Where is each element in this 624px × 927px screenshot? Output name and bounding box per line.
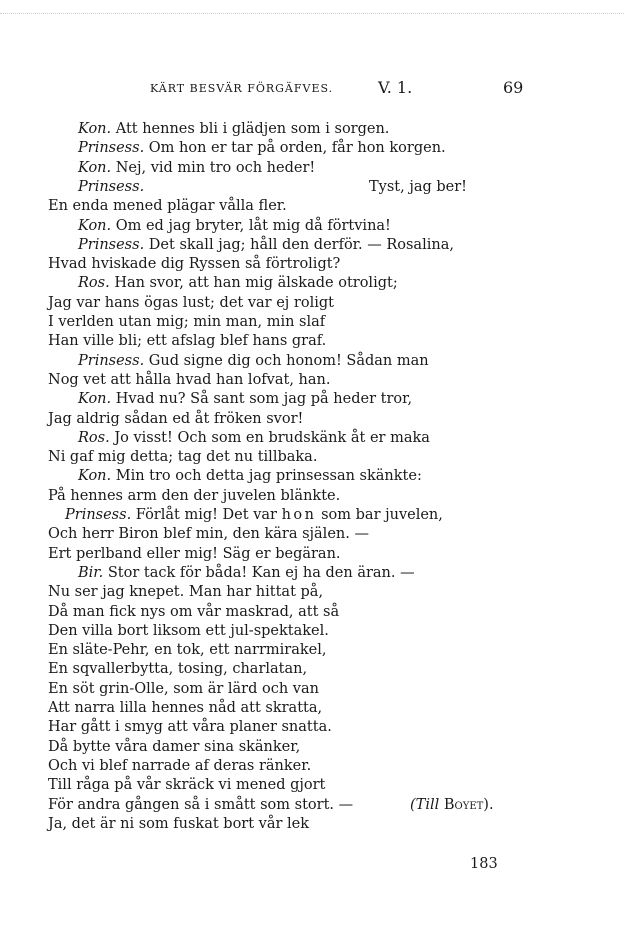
verse-line (48, 525, 369, 544)
verse-text: Hvad hviskade dig Ryssen så förtroligt? (48, 256, 341, 273)
stage-direction-close: ). (483, 796, 494, 813)
verse-line (48, 603, 339, 622)
verse-line (78, 139, 446, 158)
speaker-name: Kon. (78, 217, 112, 234)
verse-line (78, 467, 422, 486)
verse-line (48, 294, 334, 313)
verse-line (78, 352, 429, 371)
verse-text: Jo visst! Och som en brudskänk åt er maka (114, 429, 430, 446)
verse-text: Om hon er tar på orden, får hon korgen. (148, 140, 446, 157)
verse-text: Har gått i smyg att våra planer snatta. (48, 719, 332, 736)
verse-line (48, 815, 309, 834)
verse-line (78, 390, 412, 409)
verse-text: Om ed jag bryter, låt mig då förtvina! (115, 217, 391, 234)
verse-line (48, 583, 323, 602)
verse-text: Det skall jag; håll den derför. — Rosalina, (148, 236, 454, 253)
verse-line (78, 159, 315, 178)
verse-line (78, 178, 144, 197)
verse-text: En sqvallerbytta, tosing, charlatan, (48, 661, 308, 678)
verse-text: Stor tack för båda! Kan ej ha den äran. — (107, 564, 415, 581)
verse-text: Han ville bli; ett afslag blef hans graf. (48, 333, 327, 350)
verse-text: Jag aldrig sådan ed åt fröken svor! (48, 410, 304, 427)
verse-text: Min tro och detta jag prinsessan skänkte: (115, 468, 422, 485)
stage-direction-open: (Till (410, 796, 440, 813)
verse-text-tail: som bar juvelen, (321, 507, 443, 523)
verse-text-right: Tyst, jag ber! (369, 178, 468, 195)
verse-text: Nu ser jag knepet. Man har hittat på, (48, 584, 324, 601)
speaker-name: Prinsess. (65, 507, 132, 523)
verse-text: Och herr Biron blef min, den kära själen. — (48, 526, 369, 543)
verse-text: Då bytte våra damer sina skänker, (48, 738, 301, 755)
verse-text: Förlåt mig! Det var (135, 507, 277, 523)
verse-text: Hvad nu? Så sant som jag på heder tror, (115, 391, 413, 408)
speaker-name: Ros. (78, 429, 110, 446)
verse-line (48, 448, 317, 467)
top-edge-rule (0, 13, 624, 15)
verse-text: På hennes arm den der juvelen blänkte. (48, 487, 341, 504)
verse-line (48, 738, 300, 757)
verse-line (48, 313, 325, 332)
speaker-name: Ros. (78, 275, 110, 292)
speaker-name: Kon. (78, 468, 112, 485)
verse-line (48, 718, 332, 737)
verse-line (48, 371, 330, 390)
verse-text: Ert perlband eller mig! Säg er begäran. (48, 545, 341, 562)
verse-text: Ni gaf mig detta; tag det nu tillbaka. (48, 449, 318, 466)
verse-text: Jag var hans ögas lust; det var ej roligt (48, 294, 334, 311)
verse-line (78, 217, 391, 236)
verse-line (78, 120, 389, 139)
verse-line (48, 410, 303, 429)
verse-text: Gud signe dig och honom! Sådan man (148, 352, 429, 369)
speaker-name: Kon. (78, 121, 112, 137)
speaker-name: Prinsess. (78, 236, 145, 253)
verse-line (78, 236, 454, 255)
verse-text: Nog vet att hålla hvad han lofvat, han. (48, 371, 331, 388)
page-number: 69 (503, 78, 524, 97)
verse-text: Då man fick nys om vår maskrad, att så (48, 603, 340, 620)
verse-line (48, 660, 307, 679)
verse-text: Att hennes bli i glädjen som i sorgen. (115, 121, 390, 137)
verse-line (48, 757, 311, 776)
speaker-name: Prinsess. (78, 352, 145, 369)
verse-line (78, 429, 430, 448)
verse-line (48, 796, 353, 815)
verse-text: Ja, det är ni som fuskat bort vår lek (48, 815, 310, 832)
signature-mark: 183 (470, 856, 498, 872)
page-header (0, 78, 624, 102)
verse-text: Att narra lilla hennes nåd att skratta, (48, 700, 323, 716)
verse-text: Nej, vid min tro och heder! (115, 159, 316, 176)
verse-line (48, 776, 325, 795)
verse-text: Han svor, att han mig älskade otroligt; (114, 275, 398, 292)
verse-text: Den villa bort liksom ett jul-spektakel. (48, 622, 329, 639)
verse-text: En släte-Pehr, en tok, ett narrmirakel, (48, 642, 327, 659)
verse-line (65, 506, 443, 525)
verse-text: En söt grin-Olle, som är lärd och van (48, 680, 319, 697)
emphasized-word: hon (281, 507, 317, 523)
stage-direction-name: Boyet (443, 796, 484, 813)
speaker-name: Kon. (78, 159, 112, 176)
verse-line (48, 680, 319, 699)
speaker-name: Prinsess. (78, 140, 145, 157)
speaker-name: Bir. (78, 564, 104, 581)
verse-line (48, 197, 287, 216)
verse-line (48, 699, 322, 718)
verse-line (48, 641, 327, 660)
running-title: KÄRT BESVÄR FÖRGÄFVES. (150, 82, 334, 95)
stage-direction (410, 796, 494, 815)
verse-text: I verlden utan mig; min man, min slaf (48, 314, 326, 330)
verse-line (78, 564, 415, 583)
verse-text: Till råga på vår skräck vi mened gjort (48, 777, 326, 794)
verse-line (48, 332, 326, 351)
verse-line (48, 487, 340, 506)
verse-line (48, 255, 340, 274)
verse-text: En enda mened plägar vålla fler. (48, 198, 287, 215)
verse-line (48, 545, 341, 564)
act-scene-label: V. 1. (378, 78, 413, 97)
speaker-name: Kon. (78, 391, 112, 408)
verse-text: Och vi blef narrade af deras ränker. (48, 757, 312, 774)
speaker-name: Prinsess. (78, 178, 145, 195)
verse-line (78, 274, 398, 293)
verse-line (48, 622, 329, 641)
verse-text: För andra gången så i smått som stort. — (48, 796, 354, 813)
